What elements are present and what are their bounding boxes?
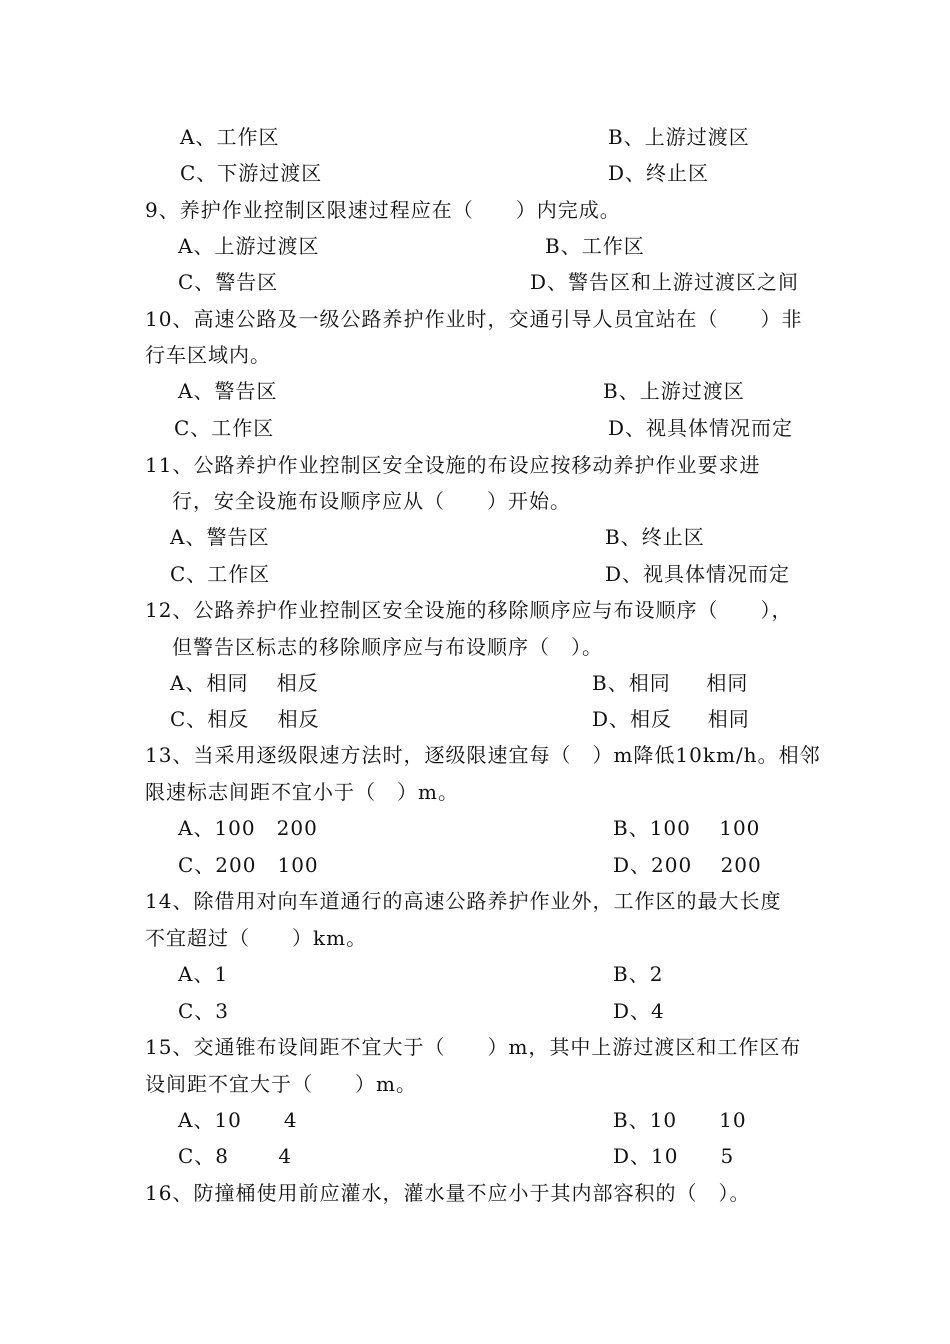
q12-option-b: B、相同 相同 <box>592 671 749 695</box>
q9-stem: 9、养护作业控制区限速过程应在（ ）内完成。 <box>145 198 621 222</box>
q14-option-c: C、3 <box>178 999 230 1023</box>
q11-option-b: B、终止区 <box>605 525 705 549</box>
q12-stem-line2: 但警告区标志的移除顺序应与布设顺序（ ）。 <box>172 635 603 659</box>
q12-stem-line1: 12、公路养护作业控制区安全设施的移除顺序应与布设顺序（ ）， <box>145 598 793 622</box>
q11-option-c: C、工作区 <box>170 562 271 586</box>
q14-option-a: A、1 <box>178 962 229 986</box>
q12-option-c: C、相反 相反 <box>170 707 320 731</box>
q13-option-a: A、100 200 <box>178 816 318 840</box>
q9-option-d: D、警告区和上游过渡区之间 <box>530 270 800 294</box>
q10-option-d: D、视具体情况而定 <box>608 416 794 440</box>
q8-option-b: B、上游过渡区 <box>608 125 750 149</box>
q15-option-d: D、10 5 <box>613 1144 735 1168</box>
q13-option-c: C、200 100 <box>178 853 319 877</box>
q15-option-c: C、8 4 <box>178 1144 293 1168</box>
q12-option-d: D、相反 相同 <box>592 707 750 731</box>
q8-option-a: A、工作区 <box>180 125 280 149</box>
q9-option-c: C、警告区 <box>178 270 279 294</box>
q11-stem-line2: 行，安全设施布设顺序应从（ ）开始。 <box>172 489 571 513</box>
q13-option-d: D、200 200 <box>613 853 762 877</box>
q12-option-a: A、相同 相反 <box>170 671 319 695</box>
q10-stem-line1: 10、高速公路及一级公路养护作业时，交通引导人员宜站在（ ）非 <box>145 307 803 331</box>
q14-option-b: B、2 <box>613 962 664 986</box>
q13-stem-line1: 13、当采用逐级限速方法时，逐级限速宜每（ ）m降低10km/h。相邻 <box>145 743 821 767</box>
q13-option-b: B、100 100 <box>613 816 761 840</box>
q8-option-c: C、下游过渡区 <box>180 161 323 185</box>
q15-option-b: B、10 10 <box>613 1108 747 1132</box>
q9-option-b: B、工作区 <box>545 234 645 258</box>
q10-option-c: C、工作区 <box>174 416 275 440</box>
q14-option-d: D、4 <box>613 999 665 1023</box>
q11-stem-line1: 11、公路养护作业控制区安全设施的布设应按移动养护作业要求进 <box>145 453 761 477</box>
q16-stem: 16、防撞桶使用前应灌水，灌水量不应小于其内部容积的（ ）。 <box>145 1181 751 1205</box>
q9-option-a: A、上游过渡区 <box>178 234 320 258</box>
q13-stem-line2: 限速标志间距不宜小于（ ）m。 <box>145 780 459 804</box>
q15-stem-line2: 设间距不宜大于（ ）m。 <box>145 1072 417 1096</box>
q8-option-d: D、终止区 <box>608 161 710 185</box>
q10-option-b: B、上游过渡区 <box>603 379 745 403</box>
q10-stem-line2: 行车区域内。 <box>145 343 271 367</box>
q14-stem-line2: 不宜超过（ ）km。 <box>145 926 368 950</box>
q14-stem-line1: 14、除借用对向车道通行的高速公路养护作业外，工作区的最大长度 <box>145 889 782 913</box>
q15-stem-line1: 15、交通锥布设间距不宜大于（ ）m，其中上游过渡区和工作区布 <box>145 1035 802 1059</box>
q15-option-a: A、10 4 <box>178 1108 298 1132</box>
q11-option-d: D、视具体情况而定 <box>605 562 791 586</box>
q10-option-a: A、警告区 <box>178 379 278 403</box>
q11-option-a: A、警告区 <box>170 525 270 549</box>
